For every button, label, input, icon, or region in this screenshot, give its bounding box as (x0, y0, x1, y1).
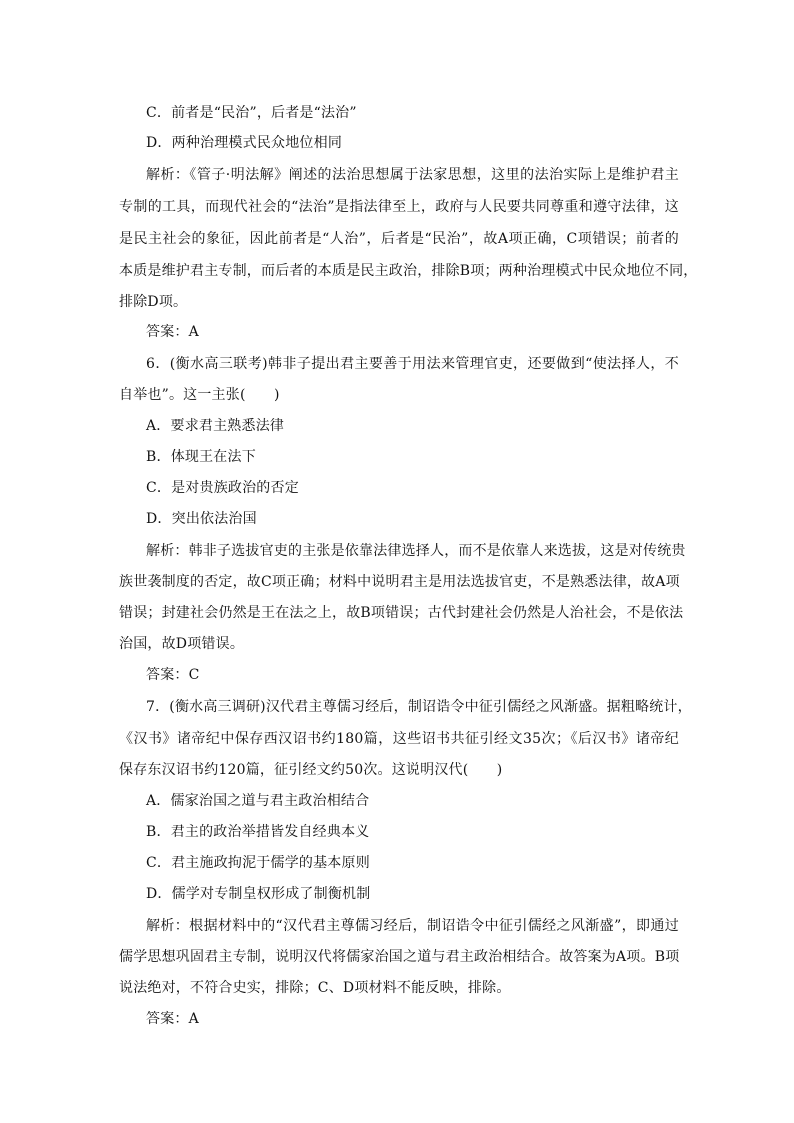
q5-answer: 答案：A (146, 324, 199, 340)
q5-analysis-line-4: 本质是维护君主专制，而后者的本质是民主政治，排除B项；两种治理模式中民众地位不同， (119, 263, 698, 279)
q6-option-c: C．是对贵族政治的否定 (146, 480, 299, 496)
q7-answer: 答案：A (146, 1011, 199, 1027)
q5-option-d: D．两种治理模式民众地位相同 (146, 135, 343, 151)
q5-analysis-line-2: 专制的工具，而现代社会的“法治”是指法律至上，政府与人民要共同尊重和遵守法律，这 (119, 199, 679, 215)
q7-option-a: A．儒家治国之道与君主政治相结合 (146, 793, 370, 809)
q5-analysis-line-5: 排除D项。 (119, 294, 188, 310)
q6-stem-line-1: 6．(衡水高三联考)韩非子提出君主要善于用法来管理官吏，还要做到“使法择人，不 (146, 356, 679, 372)
q5-analysis-line-3: 是民主社会的象征，因此前者是“人治”，后者是“民治”，故A项正确，C项错误；前者的 (119, 231, 679, 247)
q7-stem-line-3: 保存东汉诏书约120篇，征引经文约50次。这说明汉代( ) (119, 762, 503, 778)
q6-stem-line-2: 自举也”。这一主张( ) (119, 387, 280, 403)
q5-option-c: C．前者是“民治”，后者是“法治” (146, 105, 357, 121)
q6-analysis-line-2: 族世袭制度的否定，故C项正确；材料中说明君主是用法选拔官吏，不是熟悉法律，故A项 (119, 574, 680, 590)
q7-stem-line-1: 7．(衡水高三调研)汉代君主尊儒习经后，制诏诰令中征引儒经之风渐盛。据粗略统计， (146, 699, 692, 715)
q7-option-d: D．儒学对专制皇权形成了制衡机制 (146, 886, 371, 902)
q7-analysis-line-3: 说法绝对，不符合史实，排除；C、D项材料不能反映，排除。 (119, 980, 511, 996)
q7-option-c: C．君主施政拘泥于儒学的基本原则 (146, 855, 370, 871)
q6-analysis-line-4: 治国，故D项错误。 (119, 636, 245, 652)
q6-answer: 答案：C (146, 667, 200, 683)
q7-analysis-line-1: 解析：根据材料中的“汉代君主尊儒习经后，制诏诰令中征引儒经之风渐盛”，即通过 (146, 918, 679, 934)
q6-option-a: A．要求君主熟悉法律 (146, 418, 285, 434)
q7-analysis-line-2: 儒学思想巩固君主专制，说明汉代将儒家治国之道与君主政治相结合。故答案为A项。B项 (119, 949, 680, 965)
q6-option-d: D．突出依法治国 (146, 511, 257, 527)
q7-stem-line-2: 《汉书》诸帝纪中保存西汉诏书约180篇，这些诏书共征引经文35次；《后汉书》诸帝纪 (119, 731, 679, 747)
q6-analysis-line-1: 解析：韩非子选拔官吏的主张是依靠法律选择人，而不是依靠人来选拔，这是对传统贵 (146, 543, 686, 559)
q7-option-b: B．君主的政治举措皆发自经典本义 (146, 824, 370, 840)
q6-option-b: B．体现王在法下 (146, 449, 256, 465)
q6-analysis-line-3: 错误；封建社会仍然是王在法之上，故B项错误；古代封建社会仍然是人治社会，不是依法 (119, 605, 684, 621)
q5-analysis-line-1: 解析：《管子·明法解》阐述的法治思想属于法家思想，这里的法治实际上是维护君主 (146, 167, 679, 183)
